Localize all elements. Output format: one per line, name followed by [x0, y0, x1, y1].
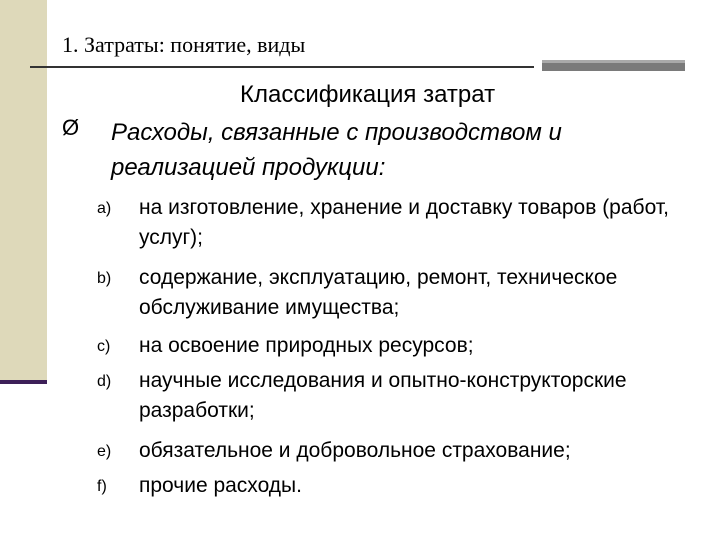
title-underline: [30, 66, 534, 68]
lead-text: Расходы, связанные с производством и реализацией продукции:: [111, 119, 562, 181]
arrow-bullet-icon: Ø: [62, 115, 80, 140]
list-item-text: содержание, эксплуатацию, ремонт, техническое обслуживание имущества;: [139, 266, 618, 319]
list-marker: a): [97, 200, 112, 217]
slide-title: 1. Затраты: понятие, виды: [62, 32, 306, 57]
list-item-text: на освоение природных ресурсов;: [139, 334, 474, 357]
list-marker: f): [97, 478, 107, 495]
list-item-text: обязательное и добровольное страхование;: [139, 439, 571, 462]
list-item-text: прочие расходы.: [139, 474, 302, 497]
section-heading: Классификация затрат: [240, 81, 496, 108]
list-marker: e): [97, 443, 112, 460]
left-decor-bar: [0, 0, 47, 382]
list-item-text: на изготовление, хранение и доставку товаров (работ, услуг);: [139, 196, 669, 249]
list-marker: b): [97, 270, 112, 287]
list-marker: c): [97, 338, 111, 355]
left-decor-rule: [0, 380, 47, 384]
accent-box-highlight: [542, 60, 685, 63]
list-item-text: научные исследования и опытно-конструкторские разработки;: [139, 369, 627, 422]
list-marker: d): [97, 373, 112, 390]
